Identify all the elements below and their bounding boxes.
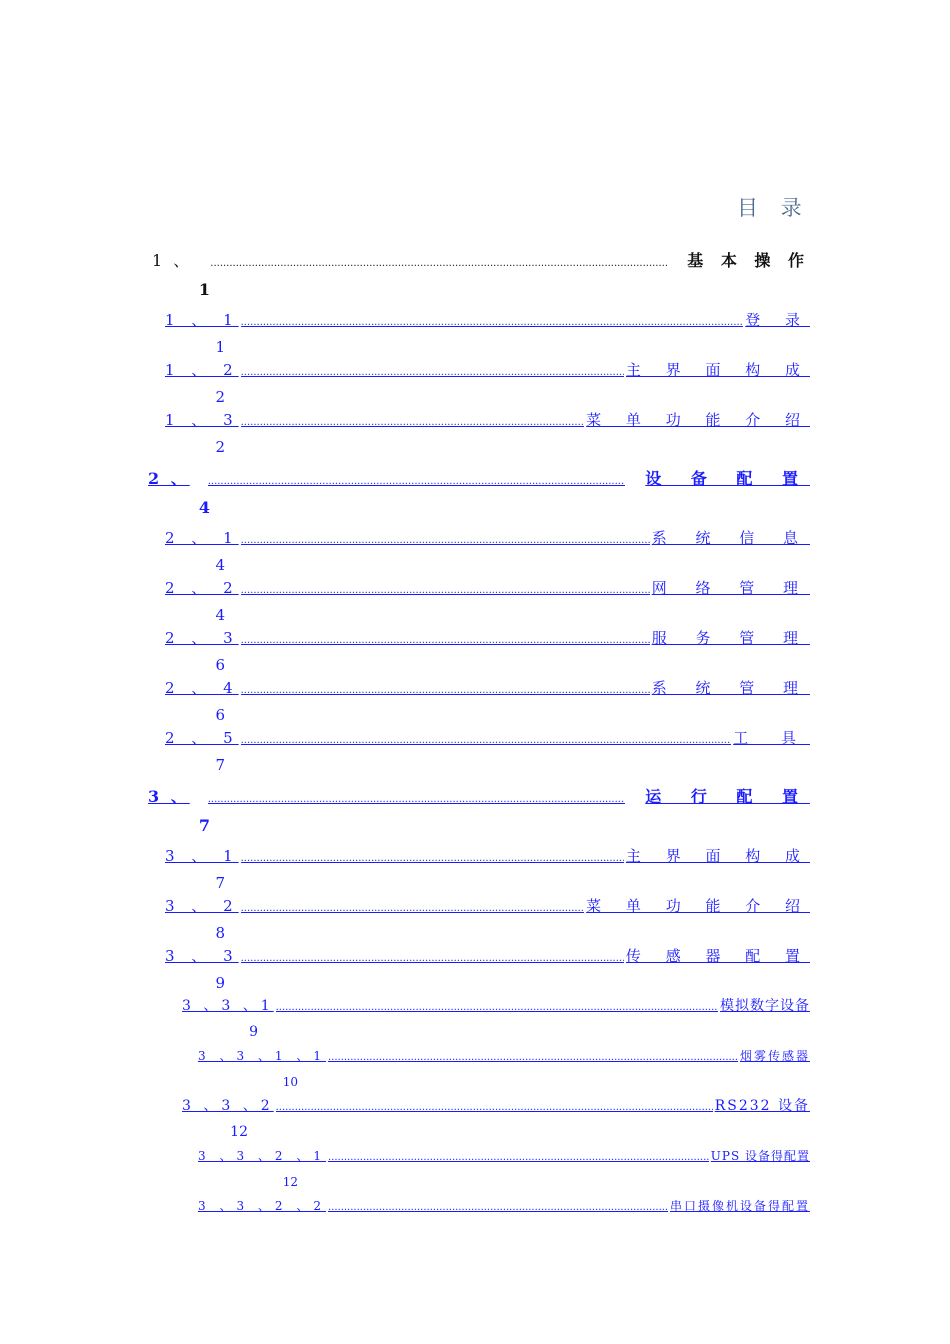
toc-entry-title: RS232 设备 (714, 1098, 810, 1114)
toc-entry-3-3-1[interactable] (182, 994, 810, 1045)
toc-entry-page: 9 (249, 1024, 258, 1040)
toc-entry-page: 8 (215, 924, 225, 942)
toc-leader-dots (328, 1195, 668, 1220)
toc-entry-3-2[interactable] (165, 894, 810, 946)
toc-entry-title: 工 具 (733, 729, 810, 747)
toc-entry-3-3-2-1[interactable] (198, 1144, 810, 1195)
toc-entry-title: UPS 设备得配置 (710, 1149, 810, 1163)
toc-entry-1 (152, 248, 810, 303)
toc-entry-page: 9 (215, 974, 225, 992)
toc-leader-dots (241, 360, 624, 385)
toc-entry-title: 菜 单 功 能 介 绍 (586, 897, 810, 915)
toc-entry-page: 12 (282, 1175, 298, 1189)
toc-leader-dots (328, 1045, 738, 1070)
toc-entry-page: 1 (198, 280, 210, 299)
toc-entry-number: 2 、 5 (165, 729, 239, 747)
toc-entry-3[interactable] (148, 784, 810, 839)
toc-leader-dots (241, 728, 732, 753)
toc-entry-page: 10 (282, 1075, 298, 1089)
toc-leader-dots (241, 946, 624, 971)
toc-entry-3-1[interactable] (165, 844, 810, 896)
toc-entry-number: 3 、 (148, 787, 190, 806)
toc-entry-title: 网 络 管 理 (651, 579, 810, 597)
toc-entry-3-3[interactable] (165, 944, 810, 996)
toc-entry-number: 2 、 2 (165, 579, 239, 597)
toc-entry-1-1[interactable] (165, 308, 810, 360)
toc-entry-title: 串口摄像机设备得配置 (669, 1199, 810, 1213)
toc-entry-2-1[interactable] (165, 526, 810, 578)
toc-entry-number: 3 、3 、1 (182, 998, 274, 1014)
toc-leader-dots (208, 787, 626, 813)
toc-entry-number: 2 、 4 (165, 679, 239, 697)
toc-entry-page: 12 (230, 1124, 248, 1140)
toc-entry-page: 4 (215, 606, 225, 624)
toc-leader-dots (241, 678, 650, 703)
toc-entry-page: 7 (198, 816, 210, 835)
toc-entry-title: 传 感 器 配 置 (625, 947, 810, 965)
toc-entry-1-3[interactable] (165, 408, 810, 460)
toc-entry-page: 4 (198, 498, 210, 517)
toc-entry-title: 登 录 (745, 311, 810, 329)
toc-entry-page: 6 (215, 656, 225, 674)
toc-entry-page: 4 (215, 556, 225, 574)
toc-leader-dots (241, 628, 650, 653)
toc-entry-title: 基 本 操 作 (687, 251, 810, 270)
toc-entry-number: 1 、 2 (165, 361, 239, 379)
toc-leader-dots (241, 896, 585, 921)
toc-entry-title: 系 统 管 理 (651, 679, 810, 697)
toc-entry-title: 系 统 信 息 (651, 529, 810, 547)
toc-entry-2-2[interactable] (165, 576, 810, 628)
toc-entry-1-2[interactable] (165, 358, 810, 410)
toc-entry-title: 主 界 面 构 成 (625, 847, 810, 865)
toc-entry-page: 6 (215, 706, 225, 724)
toc-entry-number: 2 、 (148, 469, 190, 488)
toc-entry-number: 3 、3 、2 (182, 1098, 274, 1114)
toc-entry-title: 菜 单 功 能 介 绍 (586, 411, 810, 429)
toc-title: 目 录 (737, 196, 810, 220)
toc-leader-dots (241, 310, 744, 335)
toc-leader-dots (241, 578, 650, 603)
toc-leader-dots (241, 846, 624, 871)
toc-leader-dots (241, 410, 585, 435)
toc-entry-2[interactable] (148, 466, 810, 521)
toc-leader-dots (276, 1095, 713, 1120)
toc-entry-2-5[interactable] (165, 726, 810, 778)
toc-entry-title: 模拟数字设备 (720, 998, 810, 1014)
toc-entry-number: 1 、 3 (165, 411, 239, 429)
toc-entry-title: 烟雾传感器 (739, 1049, 810, 1063)
toc-entry-3-3-1-1[interactable] (198, 1044, 810, 1095)
toc-leader-dots (328, 1145, 709, 1170)
toc-entry-number: 3 、 1 (165, 847, 239, 865)
toc-entry-number: 2 、 3 (165, 629, 239, 647)
toc-entry-number: 3 、 2 (165, 897, 239, 915)
toc-entry-2-4[interactable] (165, 676, 810, 728)
toc-entry-title: 设 备 配 置 (645, 469, 810, 488)
toc-entry-number: 1 、 (152, 251, 193, 270)
toc-entry-number: 3 、3 、2 、1 (198, 1149, 326, 1163)
toc-leader-dots (241, 528, 650, 553)
toc-leader-dots (276, 995, 718, 1020)
toc-entry-title: 服 务 管 理 (651, 629, 810, 647)
toc-leader-dots (208, 469, 626, 495)
toc-entry-number: 1 、 1 (165, 311, 239, 329)
toc-entry-3-3-2-2[interactable] (198, 1194, 810, 1220)
toc-entry-page: 7 (215, 756, 225, 774)
toc-entry-2-3[interactable] (165, 626, 810, 678)
toc-entry-number: 3 、3 、1 、1 (198, 1049, 326, 1063)
toc-entry-page: 7 (215, 874, 225, 892)
toc-entry-number: 2 、 1 (165, 529, 239, 547)
toc-entry-page: 1 (215, 338, 225, 356)
toc-entry-title: 运 行 配 置 (645, 787, 810, 806)
toc-entry-page: 2 (215, 388, 225, 406)
toc-entry-page: 2 (215, 438, 225, 456)
toc-entry-title: 主 界 面 构 成 (625, 361, 810, 379)
toc-leader-dots (210, 251, 667, 277)
toc-entry-3-3-2[interactable] (182, 1094, 810, 1145)
toc-entry-number: 3 、 3 (165, 947, 239, 965)
toc-entry-number: 3 、3 、2 、2 (198, 1199, 326, 1213)
